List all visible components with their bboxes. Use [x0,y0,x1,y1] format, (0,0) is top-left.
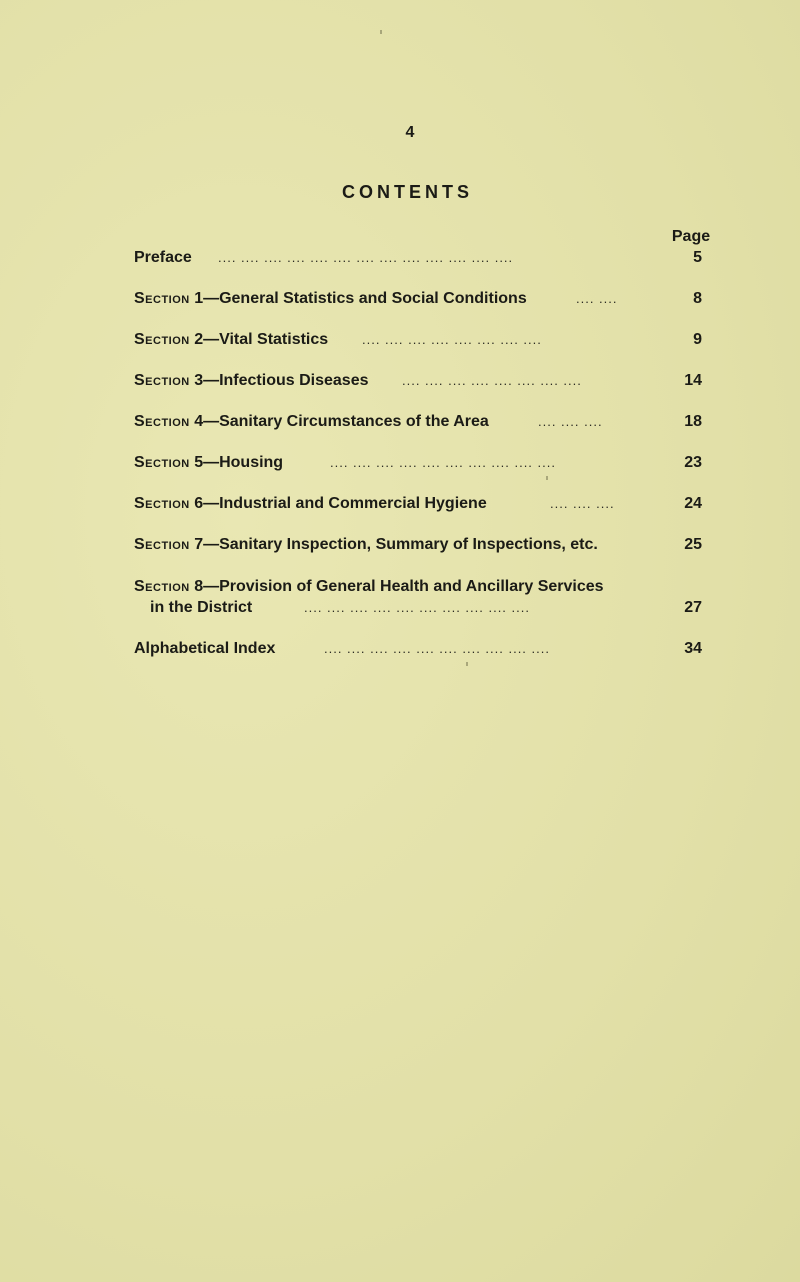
toc-entry-page: 23 [684,454,702,471]
toc-entry-section-3 [134,371,702,391]
toc-leader-dots: .... .... .... [550,496,615,511]
page-number: 4 [405,124,415,141]
paper-speck [546,476,548,480]
toc-entry-section-7 [134,535,702,555]
toc-entry-label: Section 8—Provision of General Health and Ancillary Services [134,578,604,595]
toc-entry-section-6 [134,494,702,514]
toc-leader-dots: .... .... .... .... .... .... .... .... [402,373,582,388]
toc-leader-dots: .... .... .... .... .... .... .... .... .... .... [324,641,550,656]
paper-speck [466,662,468,666]
toc-entry-section-8 [134,577,702,597]
toc-entry-section-8-continuation [134,598,702,618]
toc-entry-alphabetical-index [134,639,702,659]
toc-leader-dots: .... .... .... [538,414,603,429]
paper-speck [380,30,382,34]
toc-entry-page: 14 [684,372,702,389]
toc-entry-label: in the District [150,599,253,616]
toc-entry-label: Section 4—Sanitary Circumstances of the Area [134,413,489,430]
toc-leader-dots: .... .... .... .... .... .... .... .... .... .... [304,600,530,615]
toc-entry-page: 24 [684,495,702,512]
page-column-header: Page [671,228,711,245]
toc-entry-label: Section 6—Industrial and Commercial Hygiene [134,495,487,512]
toc-entry-page: 34 [684,640,702,657]
toc-entry-page: 5 [693,249,702,266]
toc-entry-label: Section 7—Sanitary Inspection, Summary of Inspections, etc. [134,536,598,553]
toc-leader-dots: .... .... .... .... .... .... .... .... .... .... .... .... .... [218,250,514,265]
toc-entry-label: Section 1—General Statistics and Social Conditions [134,290,527,307]
table-of-contents [134,248,702,657]
toc-leader-dots: .... .... .... .... .... .... .... .... [362,332,542,347]
toc-entry-section-4 [134,412,702,432]
toc-leader-dots: .... .... .... .... .... .... .... .... .... .... [330,455,556,470]
toc-entry-page: 25 [684,536,702,553]
toc-entry-section-2 [134,330,702,350]
toc-entry-label: Section 2—Vital Statistics [134,331,329,348]
toc-entry-label: Section 5—Housing [134,454,284,471]
page-title: CONTENTS [342,182,473,202]
toc-entry-page: 27 [684,599,702,616]
toc-entry-preface [134,248,702,268]
toc-entry-page: 18 [684,413,702,430]
toc-entry-label: Alphabetical Index [134,640,276,657]
toc-leader-dots: .... .... [576,291,618,306]
toc-entry-page: 9 [693,331,702,348]
toc-entry-label: Section 3—Infectious Diseases [134,372,369,389]
toc-entry-label: Preface [134,249,192,266]
toc-entry-section-1 [134,289,702,309]
toc-entry-section-5 [134,453,702,473]
toc-entry-page: 8 [693,290,702,307]
